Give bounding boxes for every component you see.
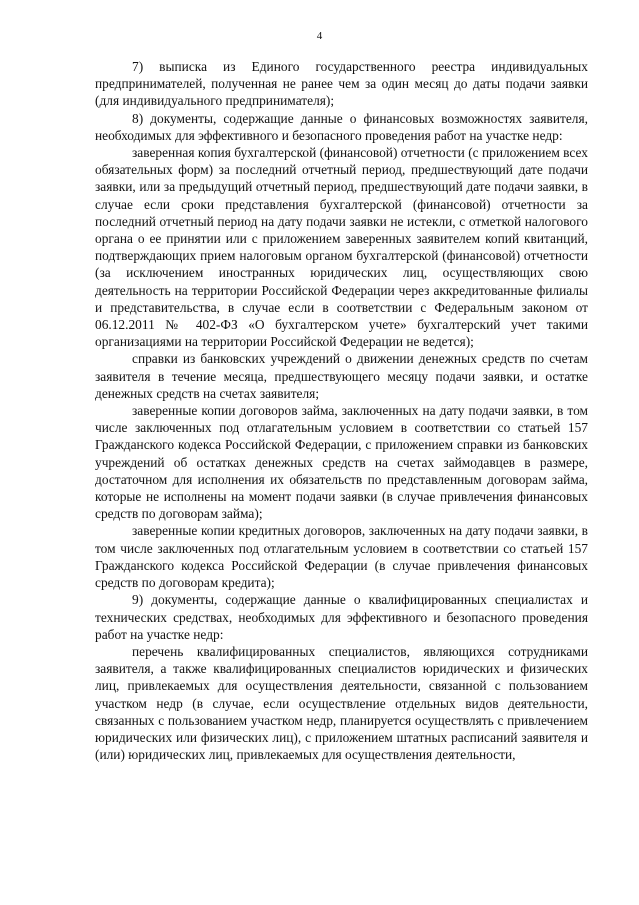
paragraph-bank-statements: справки из банковских учреждений о движении денежных средств по счетам заявителя в течение месяца, предшествующего месяцу подачи заявки, и остатке денежных средств на счетах заявителя; [95, 351, 588, 401]
paragraph-item-9-specialists-documents: 9) документы, содержащие данные о квалифицированных специалистах и технических средствах, необходимых для эффективного и безопасного проведения работ на участке недр: [95, 592, 588, 642]
paragraph-credit-agreements: заверенные копии кредитных договоров, заключенных на дату подачи заявки, в том числе заключенных под отлагательным условием в соответствии со статьей 157 Гражданского кодекса Российской Федерации (в случае привлечения финансовых средств по договорам кредита); [95, 523, 588, 591]
paragraph-item-7-egrip-extract: 7) выписка из Единого государственного реестра индивидуальных предпринимателей, полученная не ранее чем за один месяц до даты подачи заявки (для индивидуального предпринимателя); [95, 59, 588, 109]
page-number: 4 [316, 30, 323, 42]
paragraph-loan-agreements: заверенные копии договоров займа, заключенных на дату подачи заявки, в том числе заключенных под отлагательным условием в соответствии со статьей 157 Гражданского кодекса Российской Федерации, с приложением справки из банковских учреждений об остатках денежных средств на счетах займодавцев в размере, достаточном для исполнения их обязательств по представленным договорам займа, которые не исполнены на момент подачи заявки (в случае привлечения финансовых средств по договорам займа); [95, 403, 588, 522]
document-body [95, 58, 588, 763]
paragraph-item-8-financial-documents: 8) документы, содержащие данные о финансовых возможностях заявителя, необходимых для эффективного и безопасного проведения работ на участке недр: [95, 110, 588, 143]
paragraph-specialists-list: перечень квалифицированных специалистов, являющихся сотрудниками заявителя, а также квалифицированных специалистов юридических и физических лиц, привлекаемых для осуществления деятельности, связанной с пользованием участком недр (в случае, если осуществление отдельных видов деятельности, связанных с пользованием участком недр, планируется осуществлять с привлечением юридических или физических лиц), с приложением штатных расписаний заявителя и (или) юридических лиц, привлекаемых для осуществления деятельности, [95, 643, 588, 763]
paragraph-accounting-statements: заверенная копия бухгалтерской (финансовой) отчетности (с приложением всех обязательных форм) за последний отчетный период, предшествующий дате подачи заявки, или за предыдущий отчетный период, предшествующий дате подачи заявки, в случае если сроки представления бухгалтерской (финансовой) отчетности за последний отчетный период на дату подачи заявки не истекли, с отметкой налогового органа о ее принятии или с приложением заверенных заявителем копий квитанций, подтверждающих прием налоговым органом бухгалтерской (финансовой) отчетности (за исключением иностранных юридических лиц, осуществляющих свою деятельность на территории Российской Федерации через аккредитованные филиалы и представительства, в случае если в соответствии с Федеральным законом от 06.12.2011 № 402-ФЗ «О бухгалтерском учете» бухгалтерский учет такими организациями на территории Российской Федерации не ведется); [95, 145, 588, 350]
